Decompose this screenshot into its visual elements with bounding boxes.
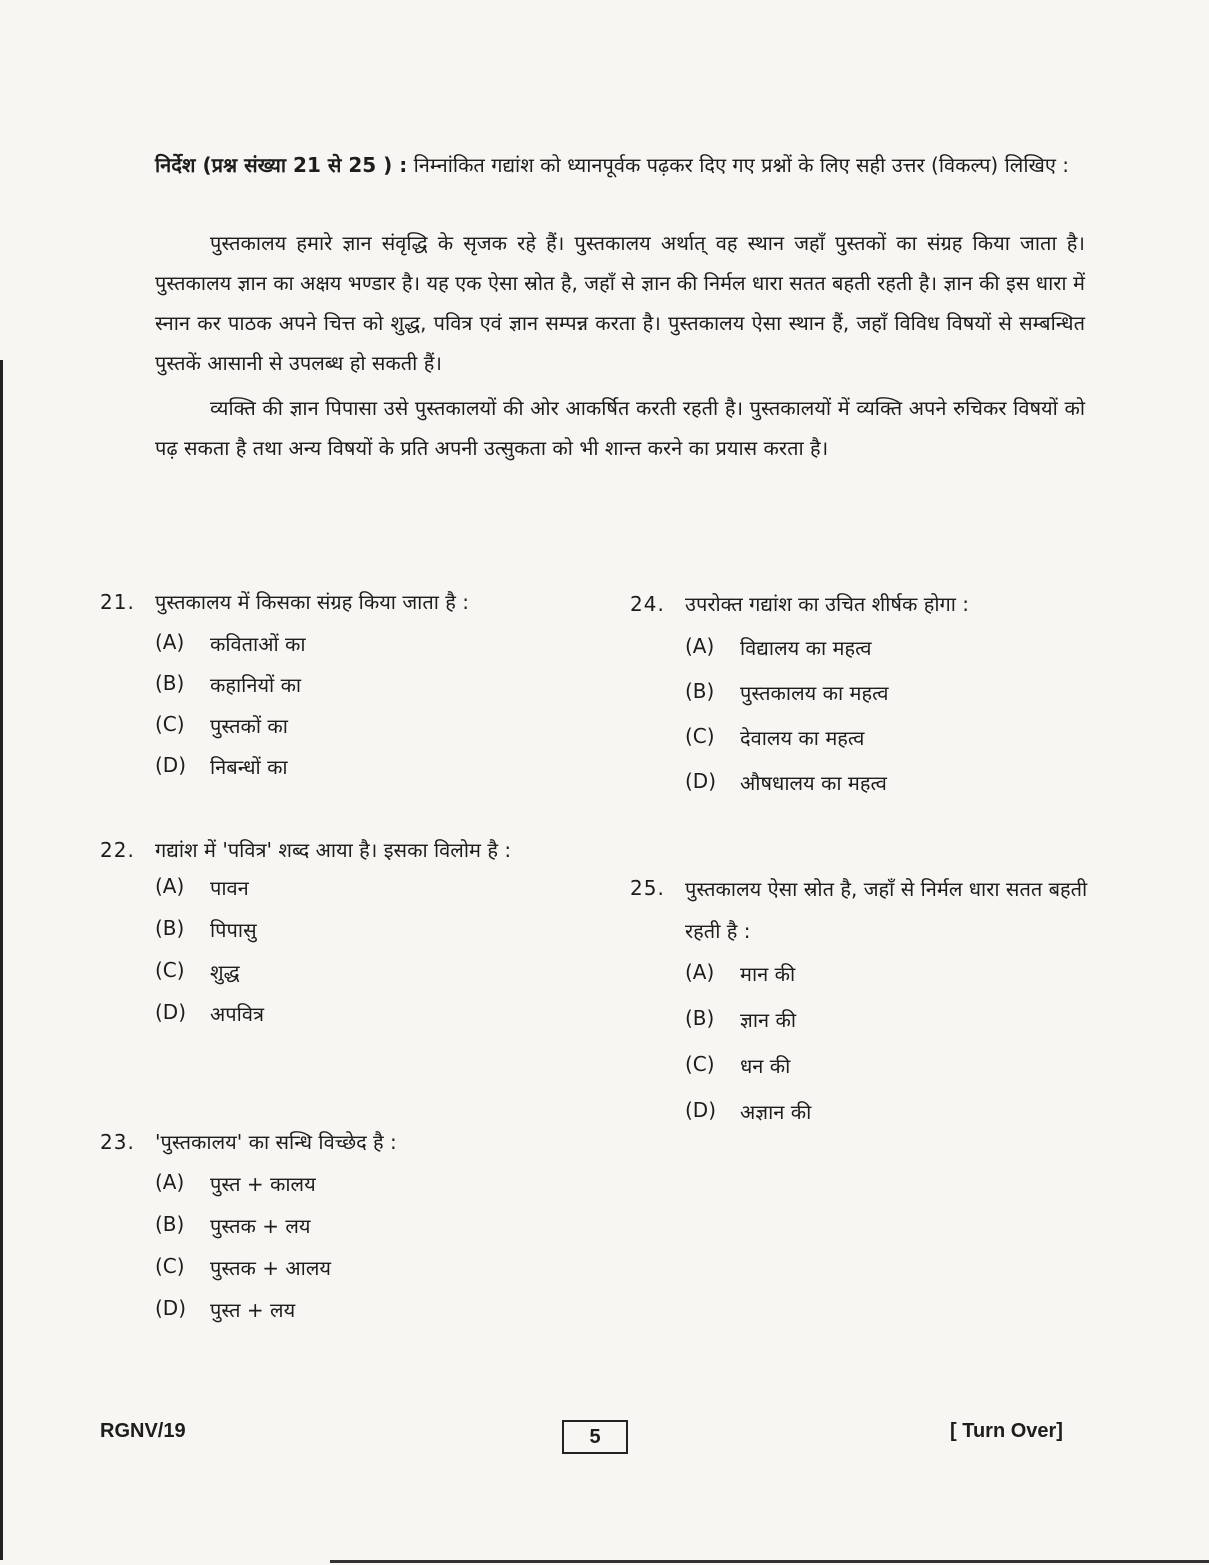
option-c: (C) शुद्ध: [155, 958, 240, 984]
option-d: (D) औषधालय का महत्व: [685, 769, 887, 795]
question-text: गद्यांश में 'पवित्र' शब्द आया है। इसका विलोम है :: [155, 838, 512, 862]
question-number: 24.: [630, 592, 665, 616]
option-a: (A) विद्यालय का महत्व: [685, 634, 872, 660]
question-24: [630, 592, 1090, 814]
question-23: [100, 1130, 570, 1338]
passage: [155, 223, 1085, 473]
question-22: [100, 838, 570, 1042]
question-text: उपरोक्त गद्यांश का उचित शीर्षक होगा :: [685, 592, 970, 616]
option-d: (D) अज्ञान की: [685, 1098, 812, 1124]
page-number: 5: [562, 1420, 628, 1454]
instruction: [155, 145, 1085, 185]
question-number: 23.: [100, 1130, 135, 1154]
option-b: (B) पुस्तक + लय: [155, 1212, 311, 1238]
option-a: (A) मान की: [685, 960, 796, 986]
question-21: [100, 590, 570, 794]
option-b: (B) पिपासु: [155, 916, 257, 942]
scan-edge-bottom: [330, 1560, 1209, 1563]
paper-code: RGNV/19: [100, 1420, 186, 1442]
scan-edge-left: [0, 360, 3, 1560]
passage-paragraph-1: पुस्तकालय हमारे ज्ञान संवृद्धि के सृजक रहे हैं। पुस्तकालय अर्थात् वह स्थान जहाँ पुस्तकों का संग्रह किया जाता है। पुस्तकालय ज्ञान का अक्षय भण्डार है। यह एक ऐसा स्रोत है, जहाँ से ज्ञान की निर्मल धारा सतत बहती रहती है। ज्ञान की इस धारा में स्नान कर पाठक अपने चित्त को शुद्ध, पवित्र एवं ज्ञान सम्पन्न करता है। पुस्तकालय ऐसा स्थान हैं, जहाँ विविध विषयों से सम्बन्धित पुस्तकें आसानी से उपलब्ध हो सकती हैं।: [155, 231, 1085, 375]
option-a: (A) पुस्त + कालय: [155, 1170, 316, 1196]
instruction-heading: निर्देश (प्रश्न संख्या 21 से 25 ) :: [155, 153, 408, 177]
option-c: (C) देवालय का महत्व: [685, 724, 865, 750]
question-number: 21.: [100, 590, 135, 614]
question-number: 22.: [100, 838, 135, 862]
option-c: (C) पुस्तक + आलय: [155, 1254, 331, 1280]
option-b: (B) ज्ञान की: [685, 1006, 796, 1032]
question-25: [630, 876, 1090, 1144]
option-d: (D) निबन्धों का: [155, 753, 288, 779]
question-text: पुस्तकालय ऐसा स्रोत है, जहाँ से निर्मल धारा सतत बहती रहती है :: [685, 877, 1088, 943]
passage-paragraph-2: व्यक्ति की ज्ञान पिपासा उसे पुस्तकालयों की ओर आकर्षित करती रहती है। पुस्तकालयों में व्यक्ति अपने रुचिकर विषयों को पढ़ सकता है तथा अन्य विषयों के प्रति अपनी उत्सुकता को भी शान्त करने का प्रयास करता है।: [155, 396, 1085, 460]
option-c: (C) पुस्तकों का: [155, 712, 288, 738]
option-d: (D) अपवित्र: [155, 1000, 264, 1026]
option-d: (D) पुस्त + लय: [155, 1296, 296, 1322]
option-a: (A) कविताओं का: [155, 630, 306, 656]
question-text: 'पुस्तकालय' का सन्धि विच्छेद है :: [155, 1130, 397, 1154]
option-b: (B) कहानियों का: [155, 671, 302, 697]
instruction-text: निम्नांकित गद्यांश को ध्यानपूर्वक पढ़कर दिए गए प्रश्नों के लिए सही उत्तर (विकल्प) लिखिए :: [407, 153, 1070, 177]
option-a: (A) पावन: [155, 874, 249, 900]
question-text: पुस्तकालय में किसका संग्रह किया जाता है :: [155, 590, 469, 614]
option-b: (B) पुस्तकालय का महत्व: [685, 679, 889, 705]
option-c: (C) धन की: [685, 1052, 791, 1078]
question-number: 25.: [630, 876, 665, 900]
turn-over-label: [ Turn Over]: [950, 1420, 1063, 1442]
